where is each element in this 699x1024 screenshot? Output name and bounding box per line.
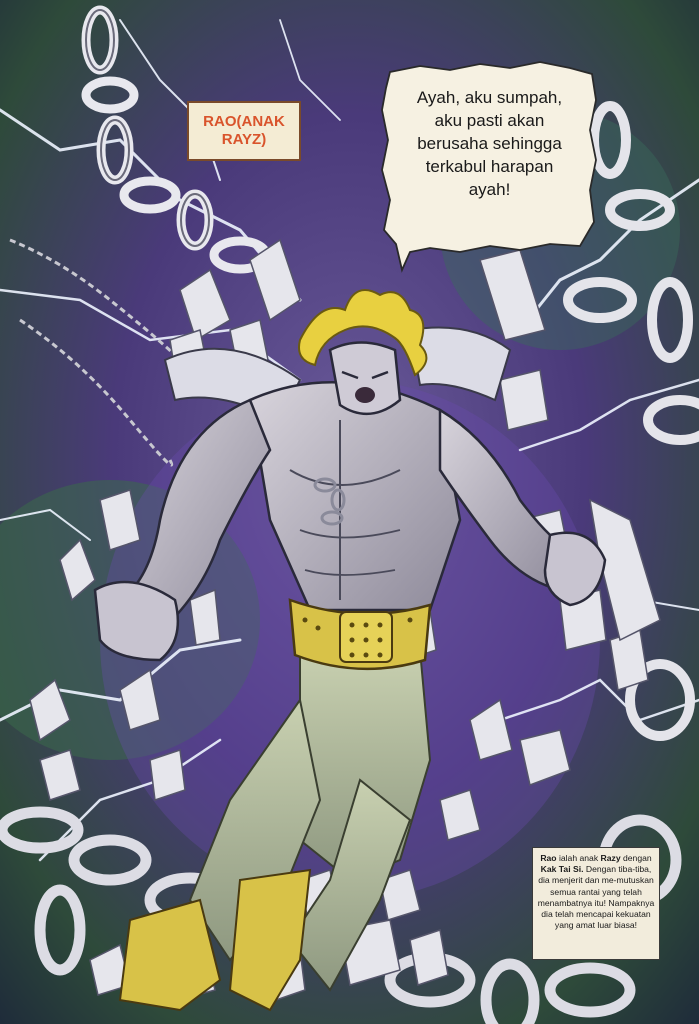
warrior-head: [330, 343, 400, 414]
caption-name-razy: Razy: [600, 853, 621, 863]
narration-caption-box: [532, 847, 660, 960]
caption-text: ialah anak: [556, 853, 601, 863]
caption-name-rao: Rao: [540, 853, 557, 863]
character-name-line2: RAYZ): [221, 131, 267, 148]
speech-line: Ayah, aku sumpah,: [416, 88, 563, 107]
caption-text: dengan: [620, 853, 652, 863]
character-name-label: [187, 101, 301, 161]
speech-line: aku pasti akan: [434, 111, 545, 130]
caption-text: Dengan tiba-tiba, dia menjerit dan me-mutuskan semua rantai yang telah menambatnya itu! Nampaknya dia telah mencapai kekuatan yang amat luar biasa!: [537, 864, 655, 931]
speech-line: terkabul harapan: [425, 157, 554, 176]
speech-line: ayah!: [468, 180, 511, 199]
speech-bubble-text: [392, 86, 587, 201]
caption-name-kak-tai-si: Kak Tai Si.: [540, 864, 584, 875]
speech-line: berusaha sehingga: [417, 134, 562, 153]
character-name-line1: RAO(ANAK: [203, 113, 285, 130]
